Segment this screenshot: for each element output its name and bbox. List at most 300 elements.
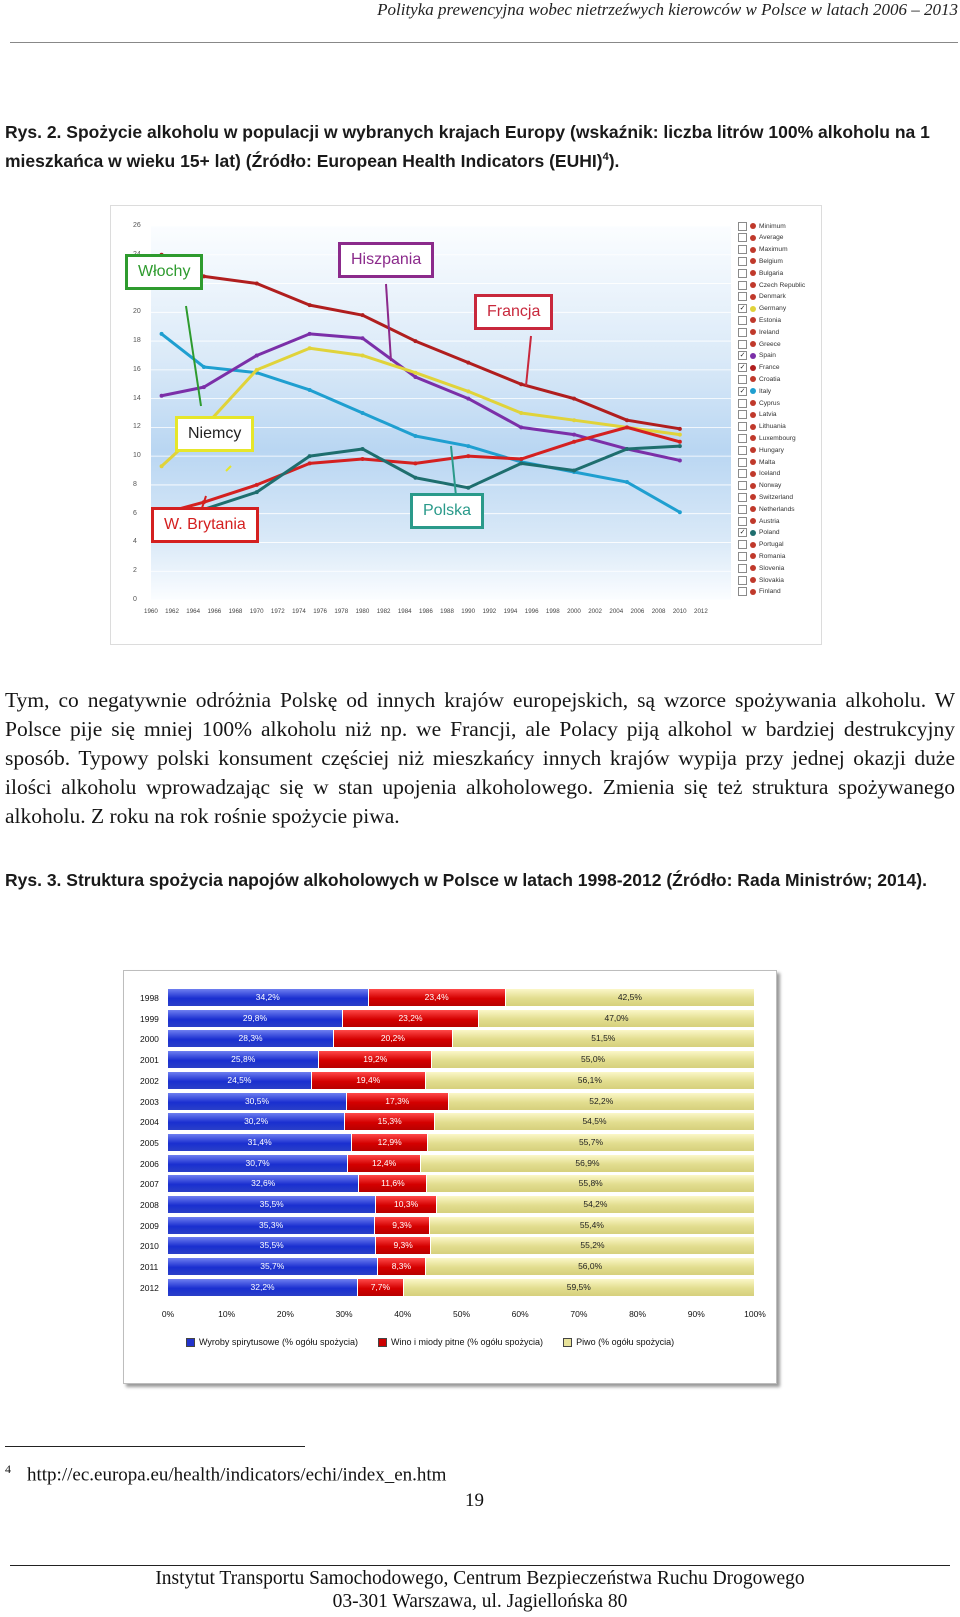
bar-value-label: 55,7% [578, 1136, 604, 1147]
bar-chart-legend [186, 1337, 674, 1347]
legend-label: Maximum [759, 246, 788, 254]
bar-value-label: 56,9% [575, 1157, 600, 1168]
data-point [466, 454, 470, 458]
legend-marker-icon [750, 258, 756, 264]
legend-label: Lithuania [759, 423, 786, 431]
legend-checkbox[interactable] [738, 505, 747, 514]
data-point [255, 490, 259, 494]
bar-segment-wine [378, 1258, 427, 1275]
footnote [5, 1462, 446, 1486]
legend-checkbox[interactable] [738, 375, 747, 384]
legend-checkbox[interactable] [738, 316, 747, 325]
callout-italy [125, 254, 203, 290]
legend-label: Hungary [759, 446, 784, 454]
bar-value-label: 11,6% [381, 1178, 405, 1189]
legend-label: Switzerland [759, 493, 794, 501]
bar-category-label: 2007 [140, 1179, 159, 1190]
bar-value-label: 52,2% [589, 1095, 614, 1106]
legend-label: Cyprus [759, 399, 780, 407]
legend-item-minimum[interactable] [738, 220, 786, 232]
legend-item-greece[interactable] [738, 338, 781, 350]
bar-segment-beer [430, 1217, 755, 1234]
x-tick-label: 2010 [672, 608, 687, 615]
legend-item-iceland[interactable] [738, 468, 780, 480]
data-point [678, 433, 682, 437]
x-tick-label: 1994 [503, 608, 518, 615]
bar-category-label: 2012 [140, 1282, 159, 1293]
bar-category-label: 2003 [140, 1096, 159, 1107]
bar-segment-beer [437, 1196, 755, 1213]
bar-segment-wine [345, 1113, 435, 1130]
legend-item-slovakia[interactable] [738, 574, 784, 586]
legend-item-belgium[interactable] [738, 255, 783, 267]
data-point [361, 411, 365, 415]
footnote-link[interactable]: http://ec.europa.eu/health/indicators/echi/index_en.htm [27, 1464, 447, 1486]
legend-label-spirits: Wyroby spirytusowe (% ogółu spożycia) [199, 1337, 358, 1347]
legend-checkbox[interactable] [738, 481, 747, 490]
legend-item-switzerland[interactable] [738, 491, 793, 503]
legend-marker-icon [750, 577, 756, 583]
footer-line-1: Instytut Transportu Samochodowego, Centrum Bezpieczeństwa Ruchu Drogowego [155, 1568, 805, 1589]
data-point [308, 346, 312, 350]
legend-checkbox[interactable] [738, 422, 747, 431]
legend-checkbox[interactable] [738, 410, 747, 419]
bar-row [168, 1237, 755, 1254]
bar-segment-wine [348, 1155, 421, 1172]
legend-label: Bulgaria [759, 269, 784, 277]
y-tick-label: 16 [133, 365, 141, 373]
footer-line-2: 03-301 Warszawa, ul. Jagiellońska 80 [332, 1591, 628, 1612]
legend-item-norway[interactable] [738, 480, 781, 492]
bar-segment-wine [352, 1134, 428, 1151]
data-point [202, 385, 206, 389]
legend-item-lithuania[interactable] [738, 421, 786, 433]
bar-value-label: 54,5% [582, 1116, 607, 1127]
figure1-caption [5, 120, 953, 174]
legend-item-latvia[interactable] [738, 409, 777, 421]
x-tick-label: 20% [276, 1309, 294, 1319]
bar-value-label: 32,6% [251, 1178, 276, 1189]
bar-segment-wine [376, 1237, 431, 1254]
legend-label-wine: Wino i miody pitne (% ogółu spożycia) [390, 1337, 544, 1347]
data-point [160, 394, 164, 398]
legend-item-luxembourg[interactable] [738, 432, 796, 444]
data-point [361, 313, 365, 317]
legend-label: Czech Republic [759, 281, 806, 289]
y-tick-label: 2 [133, 567, 137, 575]
footnote-ref: 4 [602, 151, 609, 163]
bar-value-label: 42,5% [617, 992, 642, 1002]
x-tick-label: 1970 [249, 608, 264, 615]
data-point [308, 303, 312, 307]
bar-value-label: 55,2% [580, 1240, 605, 1251]
x-tick-label: 80% [629, 1309, 647, 1319]
legend-label: Denmark [759, 293, 786, 301]
legend-checkbox[interactable] [738, 399, 747, 408]
running-header: Polityka prewencyjna wobec nietrzeźwych kierowców w Polsce w latach 2006 – 2013 [377, 0, 958, 19]
data-point [160, 464, 164, 468]
bar-segment-spirits [168, 1196, 376, 1213]
legend-label: Spain [759, 352, 776, 360]
x-tick-label: 1986 [419, 608, 433, 615]
x-tick-label: 1988 [440, 608, 454, 615]
data-point [678, 458, 682, 462]
legend-marker-icon [750, 447, 756, 453]
legend-item-ireland[interactable] [738, 326, 779, 338]
legend-marker-icon [750, 235, 756, 241]
page-number: 19 [465, 1490, 484, 1511]
x-tick-label: 2008 [651, 608, 666, 615]
bar-value-label: 55,8% [578, 1178, 603, 1189]
bar-category-label: 2009 [140, 1220, 159, 1231]
callout-france-label: Francja [487, 303, 541, 320]
y-tick-label: 20 [133, 308, 141, 316]
data-point [572, 397, 576, 401]
bar-value-label: 56,1% [577, 1074, 602, 1085]
legend-label-beer: Piwo (% ogółu spożycia) [576, 1337, 675, 1347]
legend-checkbox[interactable] [738, 434, 747, 443]
x-tick-label: 1996 [524, 608, 539, 615]
x-tick-label: 50% [452, 1309, 470, 1319]
legend-item-slovenia[interactable] [738, 562, 784, 574]
legend-marker-icon [750, 589, 756, 595]
callout-uk-label: W. Brytania [164, 516, 246, 533]
legend-marker-icon [750, 294, 756, 300]
bar-category-label: 2002 [140, 1075, 159, 1086]
bar-value-label: 10,3% [394, 1199, 419, 1209]
data-point [413, 434, 417, 438]
bar-segment-beer [404, 1279, 755, 1296]
bar-segment-beer [426, 1258, 755, 1275]
legend-marker-icon [750, 247, 756, 253]
bar-value-label: 23,2% [398, 1012, 423, 1023]
bar-segment-spirits [168, 1113, 345, 1130]
legend-label: Average [759, 234, 784, 242]
bar-segment-spirits [168, 1258, 378, 1275]
bar-segment-wine [334, 1030, 453, 1047]
legend-marker-icon [750, 435, 756, 441]
legend-checkbox[interactable] [738, 292, 747, 301]
x-tick-label: 1978 [334, 608, 349, 615]
alcohol-consumption-line-chart [110, 205, 822, 645]
bar-value-label: 32,2% [250, 1281, 275, 1292]
data-point [413, 371, 417, 375]
series-line-france [162, 255, 680, 429]
data-point [572, 418, 576, 422]
data-point [466, 444, 470, 448]
legend-item-denmark[interactable] [738, 291, 786, 303]
legend-checkbox[interactable] [738, 222, 747, 231]
bar-value-label: 12,4% [372, 1157, 397, 1168]
legend-checkbox[interactable] [738, 587, 747, 596]
legend-item-maximum[interactable] [738, 244, 788, 256]
legend-item-netherlands[interactable] [738, 503, 795, 515]
bar-value-label: 8,3% [391, 1261, 412, 1272]
legend-item-hungary[interactable] [738, 444, 784, 456]
legend-marker-icon [750, 471, 756, 477]
legend-item-italy[interactable] [738, 385, 771, 397]
y-tick-label: 18 [133, 337, 141, 345]
figure1-caption-text: Rys. 2. Spożycie alkoholu w populacji w wybranych krajach Europy (wskaźnik: liczba litrów 100% alkoholu na 1 mieszkańca w wieku 15+ lat) (Źródło: European Health Indicators (EUHI) [5, 122, 930, 171]
bar-segment-spirits [168, 1155, 348, 1172]
bar-value-label: 56,0% [578, 1261, 603, 1272]
y-tick-label: 6 [133, 509, 137, 517]
legend-item-romania[interactable] [738, 550, 785, 562]
bar-row [168, 1093, 755, 1110]
bar-value-label: 55,0% [581, 1054, 606, 1065]
data-point [255, 282, 259, 286]
bar-segment-beer [426, 1072, 755, 1089]
bar-value-label: 35,3% [259, 1219, 284, 1230]
legend-item-bulgaria[interactable] [738, 267, 783, 279]
bar-value-label: 30,5% [244, 1095, 270, 1106]
x-tick-label: 1984 [397, 608, 412, 615]
legend-checkbox[interactable] [738, 576, 747, 585]
legend-swatch-spirits [186, 1338, 195, 1347]
legend-checkbox[interactable] [738, 540, 747, 549]
legend-label: Slovakia [759, 576, 784, 584]
legend-checkbox[interactable] [738, 469, 747, 478]
bar-segment-wine [312, 1072, 426, 1089]
legend-item-spain[interactable] [738, 350, 776, 362]
legend-item-austria[interactable] [738, 515, 780, 527]
legend-checkbox[interactable] [738, 281, 747, 290]
bar-segment-beer [427, 1175, 755, 1192]
data-point [308, 454, 312, 458]
legend-item-finland[interactable] [738, 586, 781, 598]
callout-spain [338, 242, 434, 278]
data-point [255, 368, 259, 372]
legend-checkbox[interactable] [738, 257, 747, 266]
data-point [413, 461, 417, 465]
legend-item-czech-republic[interactable] [738, 279, 805, 291]
data-point [519, 425, 523, 429]
legend-item-cyprus[interactable] [738, 397, 780, 409]
legend-marker-icon [750, 270, 756, 276]
legend-label: Romania [759, 552, 786, 560]
legend-checkbox[interactable] [738, 233, 747, 242]
data-point [308, 332, 312, 336]
bar-category-label: 2011 [140, 1262, 159, 1273]
bar-value-label: 24,5% [227, 1074, 252, 1085]
data-point [625, 447, 629, 451]
legend-item-portugal[interactable] [738, 539, 784, 551]
legend-marker-icon [750, 565, 756, 571]
bar-category-label: 1998 [140, 993, 159, 1003]
y-tick-label: 12 [133, 423, 141, 431]
x-tick-label: 2012 [694, 608, 708, 615]
bar-value-label: 47,0% [604, 1012, 629, 1023]
x-tick-label: 2004 [609, 608, 624, 615]
legend-marker-icon [750, 365, 756, 371]
bar-segment-wine [375, 1217, 430, 1234]
legend-checkbox[interactable]: ✓ [739, 387, 746, 395]
data-point [466, 361, 470, 365]
legend-spirits [186, 1337, 358, 1347]
bar-row [168, 1258, 755, 1275]
legend-item-croatia[interactable] [738, 373, 780, 385]
x-tick-label: 90% [687, 1309, 705, 1319]
bar-segment-beer [453, 1030, 755, 1047]
legend-item-malta[interactable] [738, 456, 775, 468]
y-tick-label: 14 [133, 394, 141, 402]
footnote-divider [5, 1446, 305, 1447]
data-point [519, 382, 523, 386]
data-point [413, 339, 417, 343]
legend-marker-icon [750, 353, 756, 359]
data-point [361, 336, 365, 340]
legend-marker-icon [750, 459, 756, 465]
legend-checkbox[interactable]: ✓ [739, 529, 746, 537]
bar-category-label: 2000 [140, 1034, 159, 1045]
y-tick-label: 26 [133, 222, 141, 229]
data-point [413, 476, 417, 480]
legend-label: Netherlands [759, 505, 795, 513]
bar-category-label: 2008 [140, 1200, 159, 1210]
bar-value-label: 12,9% [377, 1136, 402, 1147]
legend-checkbox[interactable] [738, 517, 747, 526]
x-tick-label: 1974 [292, 608, 306, 615]
legend-checkbox[interactable]: ✓ [739, 364, 746, 372]
bar-segment-spirits [168, 1072, 312, 1089]
bar-segment-spirits [168, 1175, 359, 1192]
bar-value-label: 17,3% [385, 1095, 410, 1106]
x-tick-label: 1960 [144, 608, 158, 615]
legend-checkbox[interactable] [738, 458, 747, 467]
legend-label: Luxembourg [759, 434, 796, 442]
legend-marker-icon [750, 506, 756, 512]
legend-checkbox[interactable] [738, 340, 747, 349]
x-tick-label: 30% [335, 1309, 353, 1319]
body-paragraph: Tym, co negatywnie odróżnia Polskę od innych krajów europejskich, są wzorce spożywania alkoholu. W Polsce pije się mniej 100% alkoholu niż np. we Francji, ale Polacy piją alkohol w bardziej destrukcyjny sposób. Typowy polski konsument częściej niż mieszkańcy innych krajów wypija przy jednej okazji duże ilości alkoholu wprowadzając się w stan upojenia alkoholowego. Zmienia się też struktura spożywanego alkoholu. Z roku na rok rośnie spożycie piwa. [5, 688, 955, 828]
callout-pointer [386, 284, 391, 361]
bar-row [168, 1196, 755, 1213]
callout-united-kingdom [151, 507, 259, 543]
legend-label: Malta [759, 458, 776, 466]
legend-label: Iceland [759, 470, 781, 478]
callout-pointer [451, 446, 456, 496]
x-tick-label: 2000 [567, 608, 581, 615]
data-point [160, 332, 164, 336]
legend-checkbox[interactable] [738, 552, 747, 561]
x-tick-label: 0% [161, 1309, 175, 1319]
bar-category-label: 2005 [140, 1137, 159, 1148]
bar-value-label: 30,7% [245, 1157, 270, 1168]
bar-row [168, 1134, 755, 1151]
bar-segment-beer [449, 1093, 755, 1110]
y-tick-label: 0 [133, 596, 137, 603]
legend-marker-icon [750, 412, 756, 418]
bar-value-label: 55,4% [579, 1219, 604, 1230]
legend-item-estonia[interactable] [738, 314, 781, 326]
bar-segment-beer [428, 1134, 755, 1151]
x-tick-label: 2002 [588, 608, 602, 615]
callout-pointer [226, 466, 231, 471]
data-point [361, 457, 365, 461]
legend-checkbox[interactable] [738, 564, 747, 573]
legend-marker-icon [750, 317, 756, 323]
data-point [519, 461, 523, 465]
legend-label: Germany [759, 305, 787, 313]
legend-checkbox[interactable]: ✓ [739, 352, 746, 360]
bar-segment-wine [369, 989, 506, 1006]
data-point [466, 397, 470, 401]
x-tick-label: 60% [511, 1309, 529, 1319]
x-tick-label: 1968 [228, 608, 243, 615]
legend-wine [378, 1337, 543, 1347]
bar-category-label: 1999 [140, 1013, 159, 1024]
header-divider [10, 42, 958, 43]
legend-checkbox[interactable] [738, 328, 747, 337]
bar-category-label: 2004 [140, 1117, 159, 1128]
bar-segment-beer [479, 1010, 755, 1027]
data-point [308, 388, 312, 392]
bar-value-label: 35,5% [259, 1199, 284, 1209]
bar-value-label: 9,3% [392, 1219, 412, 1230]
bar-value-label: 15,3% [377, 1116, 402, 1127]
callout-france [474, 294, 553, 330]
callout-poland-label: Polska [423, 502, 472, 519]
figure2-caption: Rys. 3. Struktura spożycia napojów alkoholowych w Polsce w latach 1998-2012 (Źródło: Rada Ministrów; 2014). [5, 870, 927, 890]
bar-segment-wine [358, 1279, 403, 1296]
legend-checkbox[interactable] [738, 446, 747, 455]
legend-checkbox[interactable] [738, 269, 747, 278]
legend-label: France [759, 364, 780, 372]
legend-checkbox[interactable] [738, 245, 747, 254]
legend-marker-icon [750, 282, 756, 288]
bar-category-label: 2010 [140, 1241, 159, 1252]
data-point [678, 444, 682, 448]
legend-label: Portugal [759, 541, 784, 549]
legend-item-poland[interactable] [738, 527, 780, 539]
x-tick-label: 1964 [186, 608, 201, 615]
bar-segment-spirits [168, 989, 369, 1006]
callout-germany [175, 416, 254, 452]
data-point [361, 353, 365, 357]
y-tick-label: 4 [133, 538, 137, 546]
data-point [361, 447, 365, 451]
legend-item-germany[interactable] [738, 303, 786, 315]
x-tick-label: 40% [394, 1309, 412, 1319]
bar-segment-beer [506, 989, 755, 1006]
data-point [572, 469, 576, 473]
bar-value-label: 20,2% [380, 1033, 405, 1044]
legend-item-france[interactable] [738, 362, 780, 374]
legend-label: Croatia [759, 375, 781, 383]
legend-marker-icon [750, 376, 756, 382]
bar-value-label: 9,3% [393, 1240, 413, 1251]
legend-marker-icon [750, 341, 756, 347]
legend-checkbox[interactable]: ✓ [739, 305, 746, 313]
bar-segment-spirits [168, 1279, 358, 1296]
legend-item-average[interactable] [738, 232, 783, 244]
bar-segment-spirits [168, 1030, 334, 1047]
bar-value-label: 35,5% [259, 1240, 284, 1251]
legend-marker-icon [750, 494, 756, 500]
data-point [413, 375, 417, 379]
bar-segment-beer [435, 1113, 755, 1130]
data-point [572, 433, 576, 437]
callout-spain-label: Hiszpania [351, 251, 422, 268]
legend-marker-icon [750, 424, 756, 430]
legend-label: Slovenia [759, 564, 785, 572]
legend-label: Greece [759, 340, 781, 348]
legend-checkbox[interactable] [738, 493, 747, 502]
y-tick-label: 8 [133, 480, 137, 488]
legend-label: Ireland [759, 328, 780, 336]
legend-label: Austria [759, 517, 780, 525]
footer-divider [10, 1565, 950, 1566]
